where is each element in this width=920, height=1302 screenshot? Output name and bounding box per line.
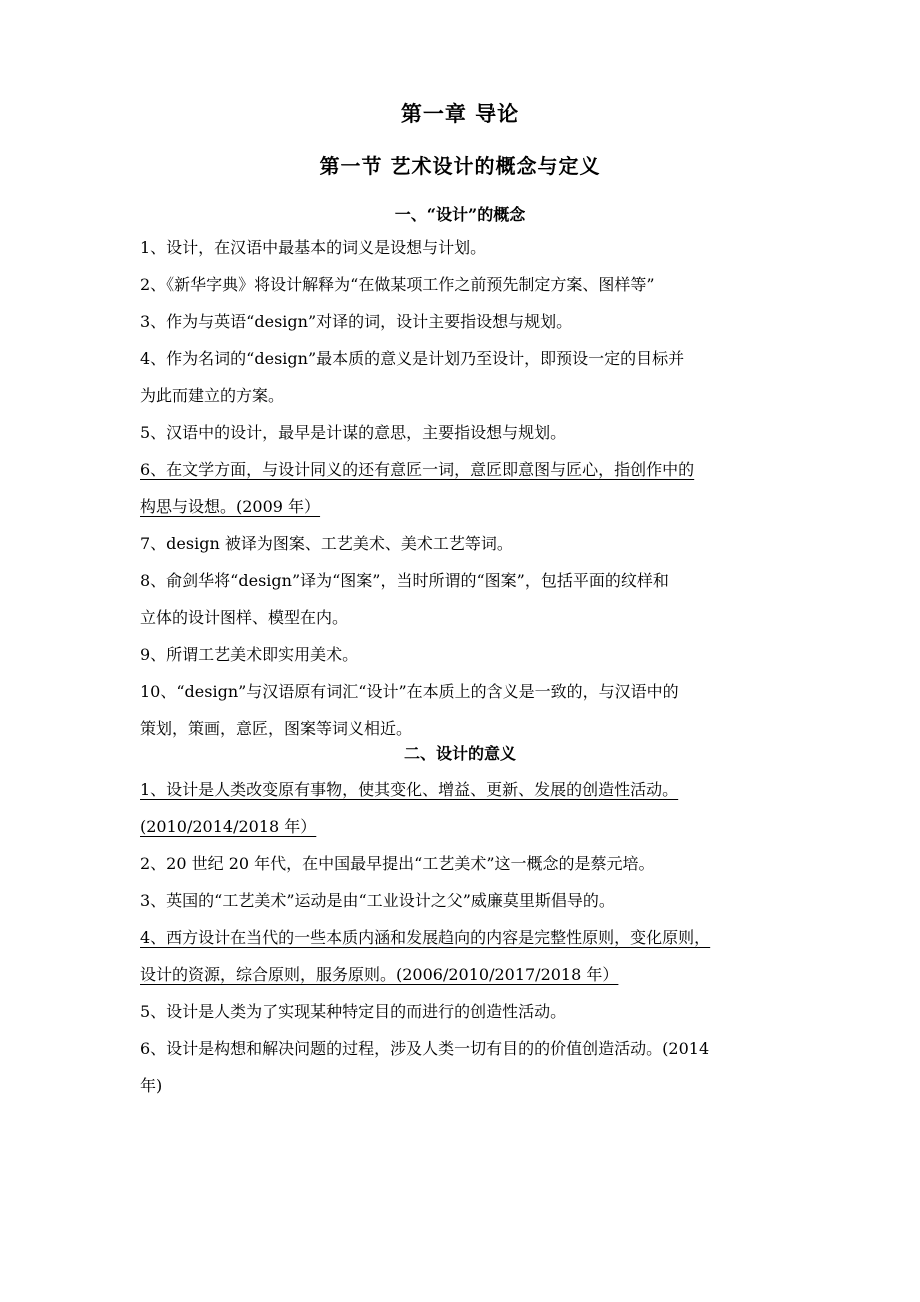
underlined-text-line: 1、设计是人类改变原有事物，使其变化、增益、更新、发展的创造性活动。: [140, 780, 679, 799]
text-line: 10、“design”与汉语原有词汇“设计”在本质上的含义是一致的，与汉语中的: [140, 682, 679, 701]
text-line: 4、作为名词的“design”最本质的意义是计划乃至设计，即预设一定的目标并: [140, 349, 685, 368]
text-line: 5、设计是人类为了实现某种特定目的而进行的创造性活动。: [140, 1002, 567, 1021]
text-line: 1、设计，在汉语中最基本的词义是设想与计划。: [140, 238, 487, 257]
underlined-text-line: 设计的资源，综合原则，服务原则。(2006/2010/2017/2018 年）: [140, 965, 619, 984]
text-line: 年): [140, 1076, 163, 1095]
text-line: 3、作为与英语“design”对译的词，设计主要指设想与规划。: [140, 312, 573, 331]
text-line: 2、20 世纪 20 年代，在中国最早提出“工艺美术”这一概念的是蔡元培。: [140, 854, 655, 873]
text-line: 5、汉语中的设计，最早是计谋的意思，主要指设想与规划。: [140, 423, 567, 442]
section-title: 第一节 艺术设计的概念与定义: [319, 154, 601, 178]
text-line: 8、俞剑华将“design”译为“图案”，当时所谓的“图案”，包括平面的纹样和: [140, 571, 669, 590]
part1-body: [140, 229, 782, 747]
underlined-text-line: 4、西方设计在当代的一些本质内涵和发展趋向的内容是完整性原则，变化原则，: [140, 928, 711, 947]
chapter-title: 第一章 导论: [400, 101, 520, 126]
text-line: 3、英国的“工艺美术”运动是由“工业设计之父”威廉莫里斯倡导的。: [140, 891, 615, 910]
text-line: 2、《新华字典》将设计解释为“在做某项工作之前预先制定方案、图样等”: [140, 275, 655, 294]
text-line: 为此而建立的方案。: [140, 386, 285, 405]
text-line: 9、所谓工艺美术即实用美术。: [140, 645, 359, 664]
part2-heading: 二、设计的意义: [403, 744, 516, 763]
text-line: 立体的设计图样、模型在内。: [140, 608, 349, 627]
underlined-text-line: 6、在文学方面，与设计同义的还有意匠一词，意匠即意图与匠心，指创作中的: [140, 460, 695, 479]
text-line: 6、设计是构想和解决问题的过程，涉及人类一切有目的的价值创造活动。(2014: [140, 1039, 710, 1058]
text-line: 7、design 被译为图案、工艺美术、美术工艺等词。: [140, 534, 513, 553]
underlined-text-line: (2010/2014/2018 年）: [140, 817, 317, 836]
text-line: 策划，策画，意匠，图案等词义相近。: [140, 719, 413, 738]
part2-body: [140, 771, 782, 1104]
underlined-text-line: 构思与设想。(2009 年）: [140, 497, 321, 516]
part1-heading: 一、“设计”的概念: [394, 205, 526, 224]
